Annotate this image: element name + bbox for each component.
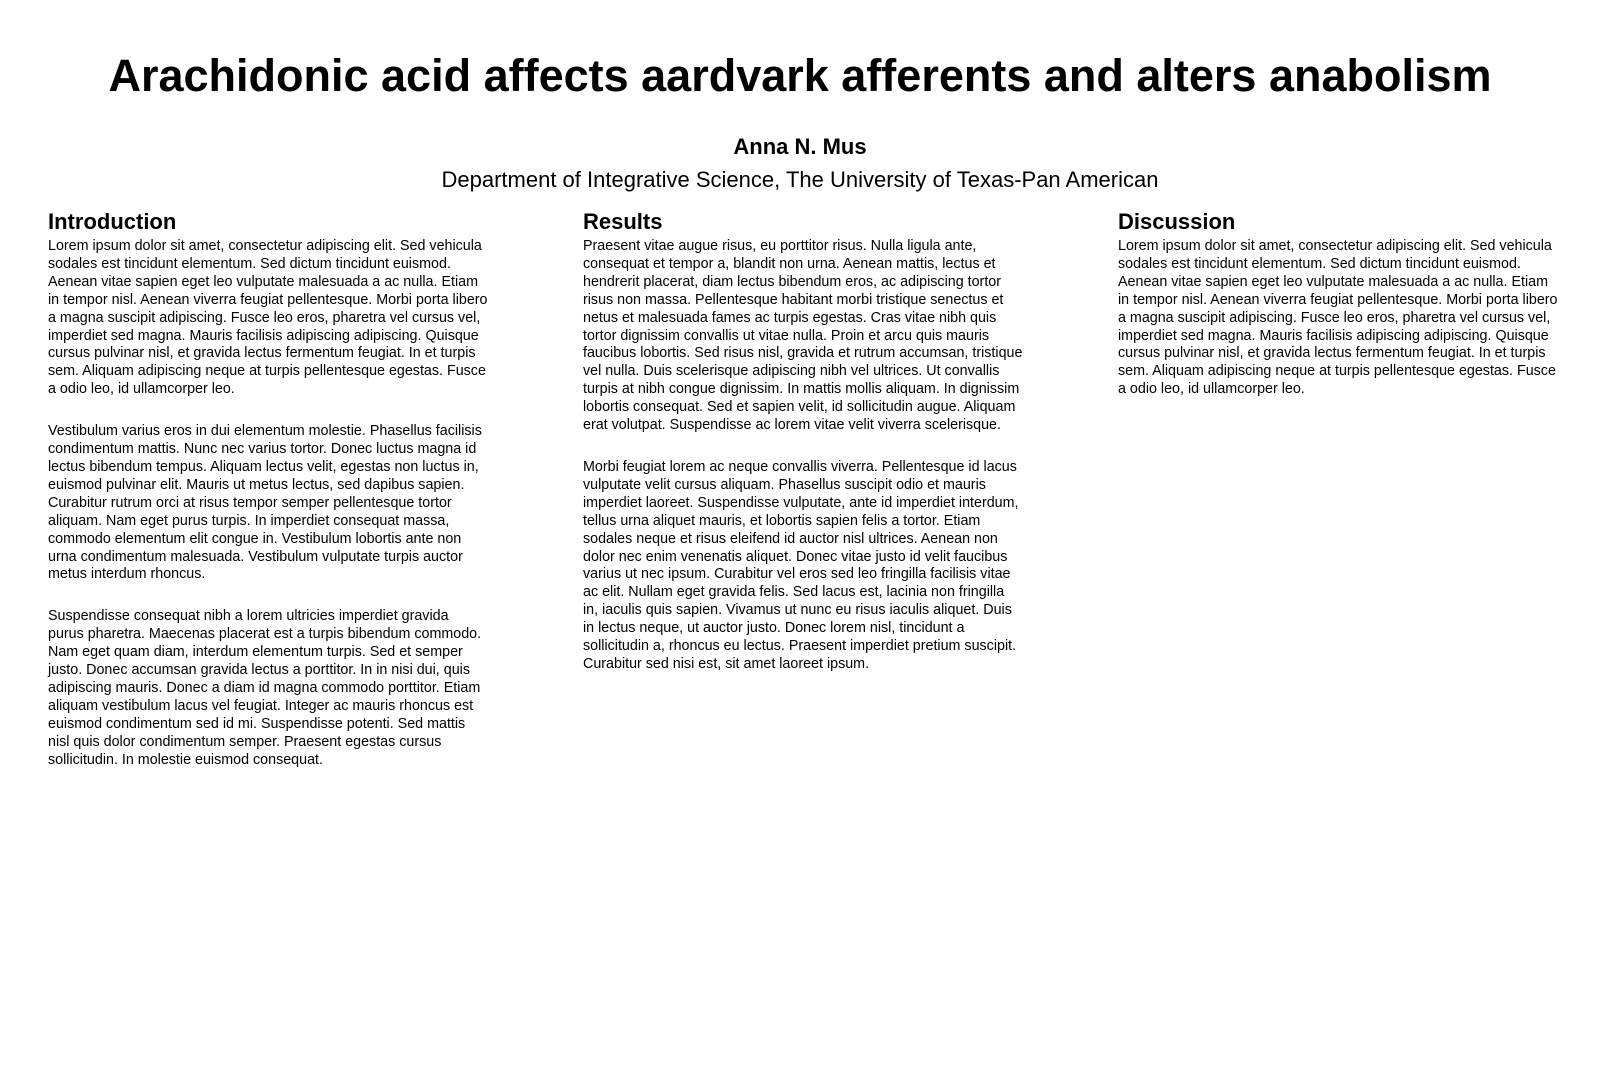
results-paragraph-1: Praesent vitae augue risus, eu porttitor risus. Nulla ligula ante, consequat et tempor a, blandit non urna. Aenean mattis, lectus et hendrerit placerat, diam lectus bibendum eros, ac adipiscing tortor risus non massa. Pellentesque habitant morbi tristique senectus et netus et malesuada fames ac turpis egestas. Cras vitae nibh quis tortor dignissim convallis ut vitae nulla. Proin et arcu quis mauris faucibus lobortis. Sed risus nisl, gravida et rutrum accumsan, tristique vel nulla. Duis scelerisque adipiscing nibh vel ultrices. Ut convallis turpis at nibh congue dignissim. In mattis mollis aliquam. In dignissim lobortis consequat. Sed et sapien velit, id sollicitudin augue. Aliquam erat volutpat. Suspendisse ac lorem vitae velit viverra scelerisque. — [583, 238, 1023, 434]
introduction-paragraph-2: Vestibulum varius eros in dui elementum molestie. Phasellus facilisis condimentum mattis. Nunc nec varius tortor. Donec luctus magna id lectus bibendum tempus. Aliquam lectus velit, egestas non luctus in, euismod pulvinar elit. Mauris ut metus lectus, sed dapibus sapien. Curabitur rutrum orci at risus tempor semper pellentesque tortor aliquam. Nam eget purus turpis. In imperdiet consequat massa, commodo elementum elit congue in. Vestibulum lobortis ante non urna condimentum malesuada. Vestibulum vulputate turpis auctor metus interdum rhoncus. — [48, 423, 482, 583]
introduction-paragraph-3: Suspendisse consequat nibh a lorem ultricies imperdiet gravida purus pharetra. Maecenas placerat est a turpis bibendum commodo. Nam eget quam diam, interdum elementum turpis. Sed et semper justo. Donec accumsan gravida lectus a porttitor. In in nisi dui, quis adipiscing mauris. Donec a diam id magna commodo porttitor. Etiam aliquam vestibulum lacus vel feugiat. Integer ac mauris rhoncus est euismod condimentum sed id mi. Suspendisse potenti. Sed mattis nisl quis dolor condimentum semper. Praesent egestas cursus sollicitudin. In molestie euismod consequat. — [48, 608, 482, 768]
discussion-paragraph-1: Lorem ipsum dolor sit amet, consectetur adipiscing elit. Sed vehicula sodales est tincidunt elementum. Sed dictum tincidunt euismod. Aenean vitae sapien eget leo vulputate malesuada a ac nulla. Etiam in tempor nisl. Aenean viverra feugiat pellentesque. Morbi porta libero a magna suscipit adipiscing. Fusce leo eros, pharetra vel cursus vel, imperdiet sed magna. Mauris facilisis adipiscing adipiscing. Quisque cursus pulvinar nisl, et gravida lectus fermentum feugiat. In et turpis sem. Aliquam adipiscing neque at turpis pellentesque egestas. Fusce a odio leo, id ullamcorper leo. — [1118, 238, 1558, 398]
author-affiliation: Department of Integrative Science, The University of Texas-Pan American — [441, 167, 1159, 192]
discussion-heading: Discussion — [1118, 209, 1236, 234]
poster-title: Arachidonic acid affects aardvark afferents and alters anabolism — [108, 50, 1492, 101]
discussion-section — [1118, 209, 1558, 423]
results-section — [583, 209, 1023, 698]
results-paragraph-2: Morbi feugiat lorem ac neque convallis viverra. Pellentesque id lacus vulputate velit cursus aliquam. Phasellus suscipit odio et mauris imperdiet laoreet. Suspendisse vulputate, ante id imperdiet interdum, tellus urna aliquet mauris, et lobortis sapien felis a tortor. Etiam sodales neque et risus eleifend id auctor nisl ultrices. Aenean non dolor nec enim venenatis aliquet. Donec vitae justo id velit faucibus varius ut nec ipsum. Curabitur vel eros sed leo fringilla facilisis vitae ac elit. Nullam eget gravida felis. Sed lacus est, lacinia non fringilla in, iaculis quis sapien. Vivamus ut nunc eu risus iaculis aliquet. Duis in lectus neque, ut auctor justo. Donec lorem nisl, tincidunt a sollicitudin a, rhoncus eu lectus. Praesent imperdiet pretium suscipit. Curabitur sed nisi est, sit amet laoreet ipsum. — [583, 458, 1019, 672]
introduction-heading: Introduction — [48, 209, 177, 234]
results-heading: Results — [583, 209, 663, 234]
introduction-paragraph-1: Lorem ipsum dolor sit amet, consectetur adipiscing elit. Sed vehicula sodales est tincidunt elementum. Sed dictum tincidunt euismod. Aenean vitae sapien eget leo vulputate malesuada a ac nulla. Etiam in tempor nisl. Aenean viverra feugiat pellentesque. Morbi porta libero a magna suscipit adipiscing. Fusce leo eros, pharetra vel cursus vel, imperdiet sed magna. Mauris facilisis adipiscing adipiscing. Quisque cursus pulvinar nisl, et gravida lectus fermentum feugiat. In et turpis sem. Aliquam adipiscing neque at turpis pellentesque egestas. Fusce a odio leo, id ullamcorper leo. — [48, 238, 488, 398]
author-name: Anna N. Mus — [733, 134, 867, 159]
introduction-section — [48, 209, 488, 793]
